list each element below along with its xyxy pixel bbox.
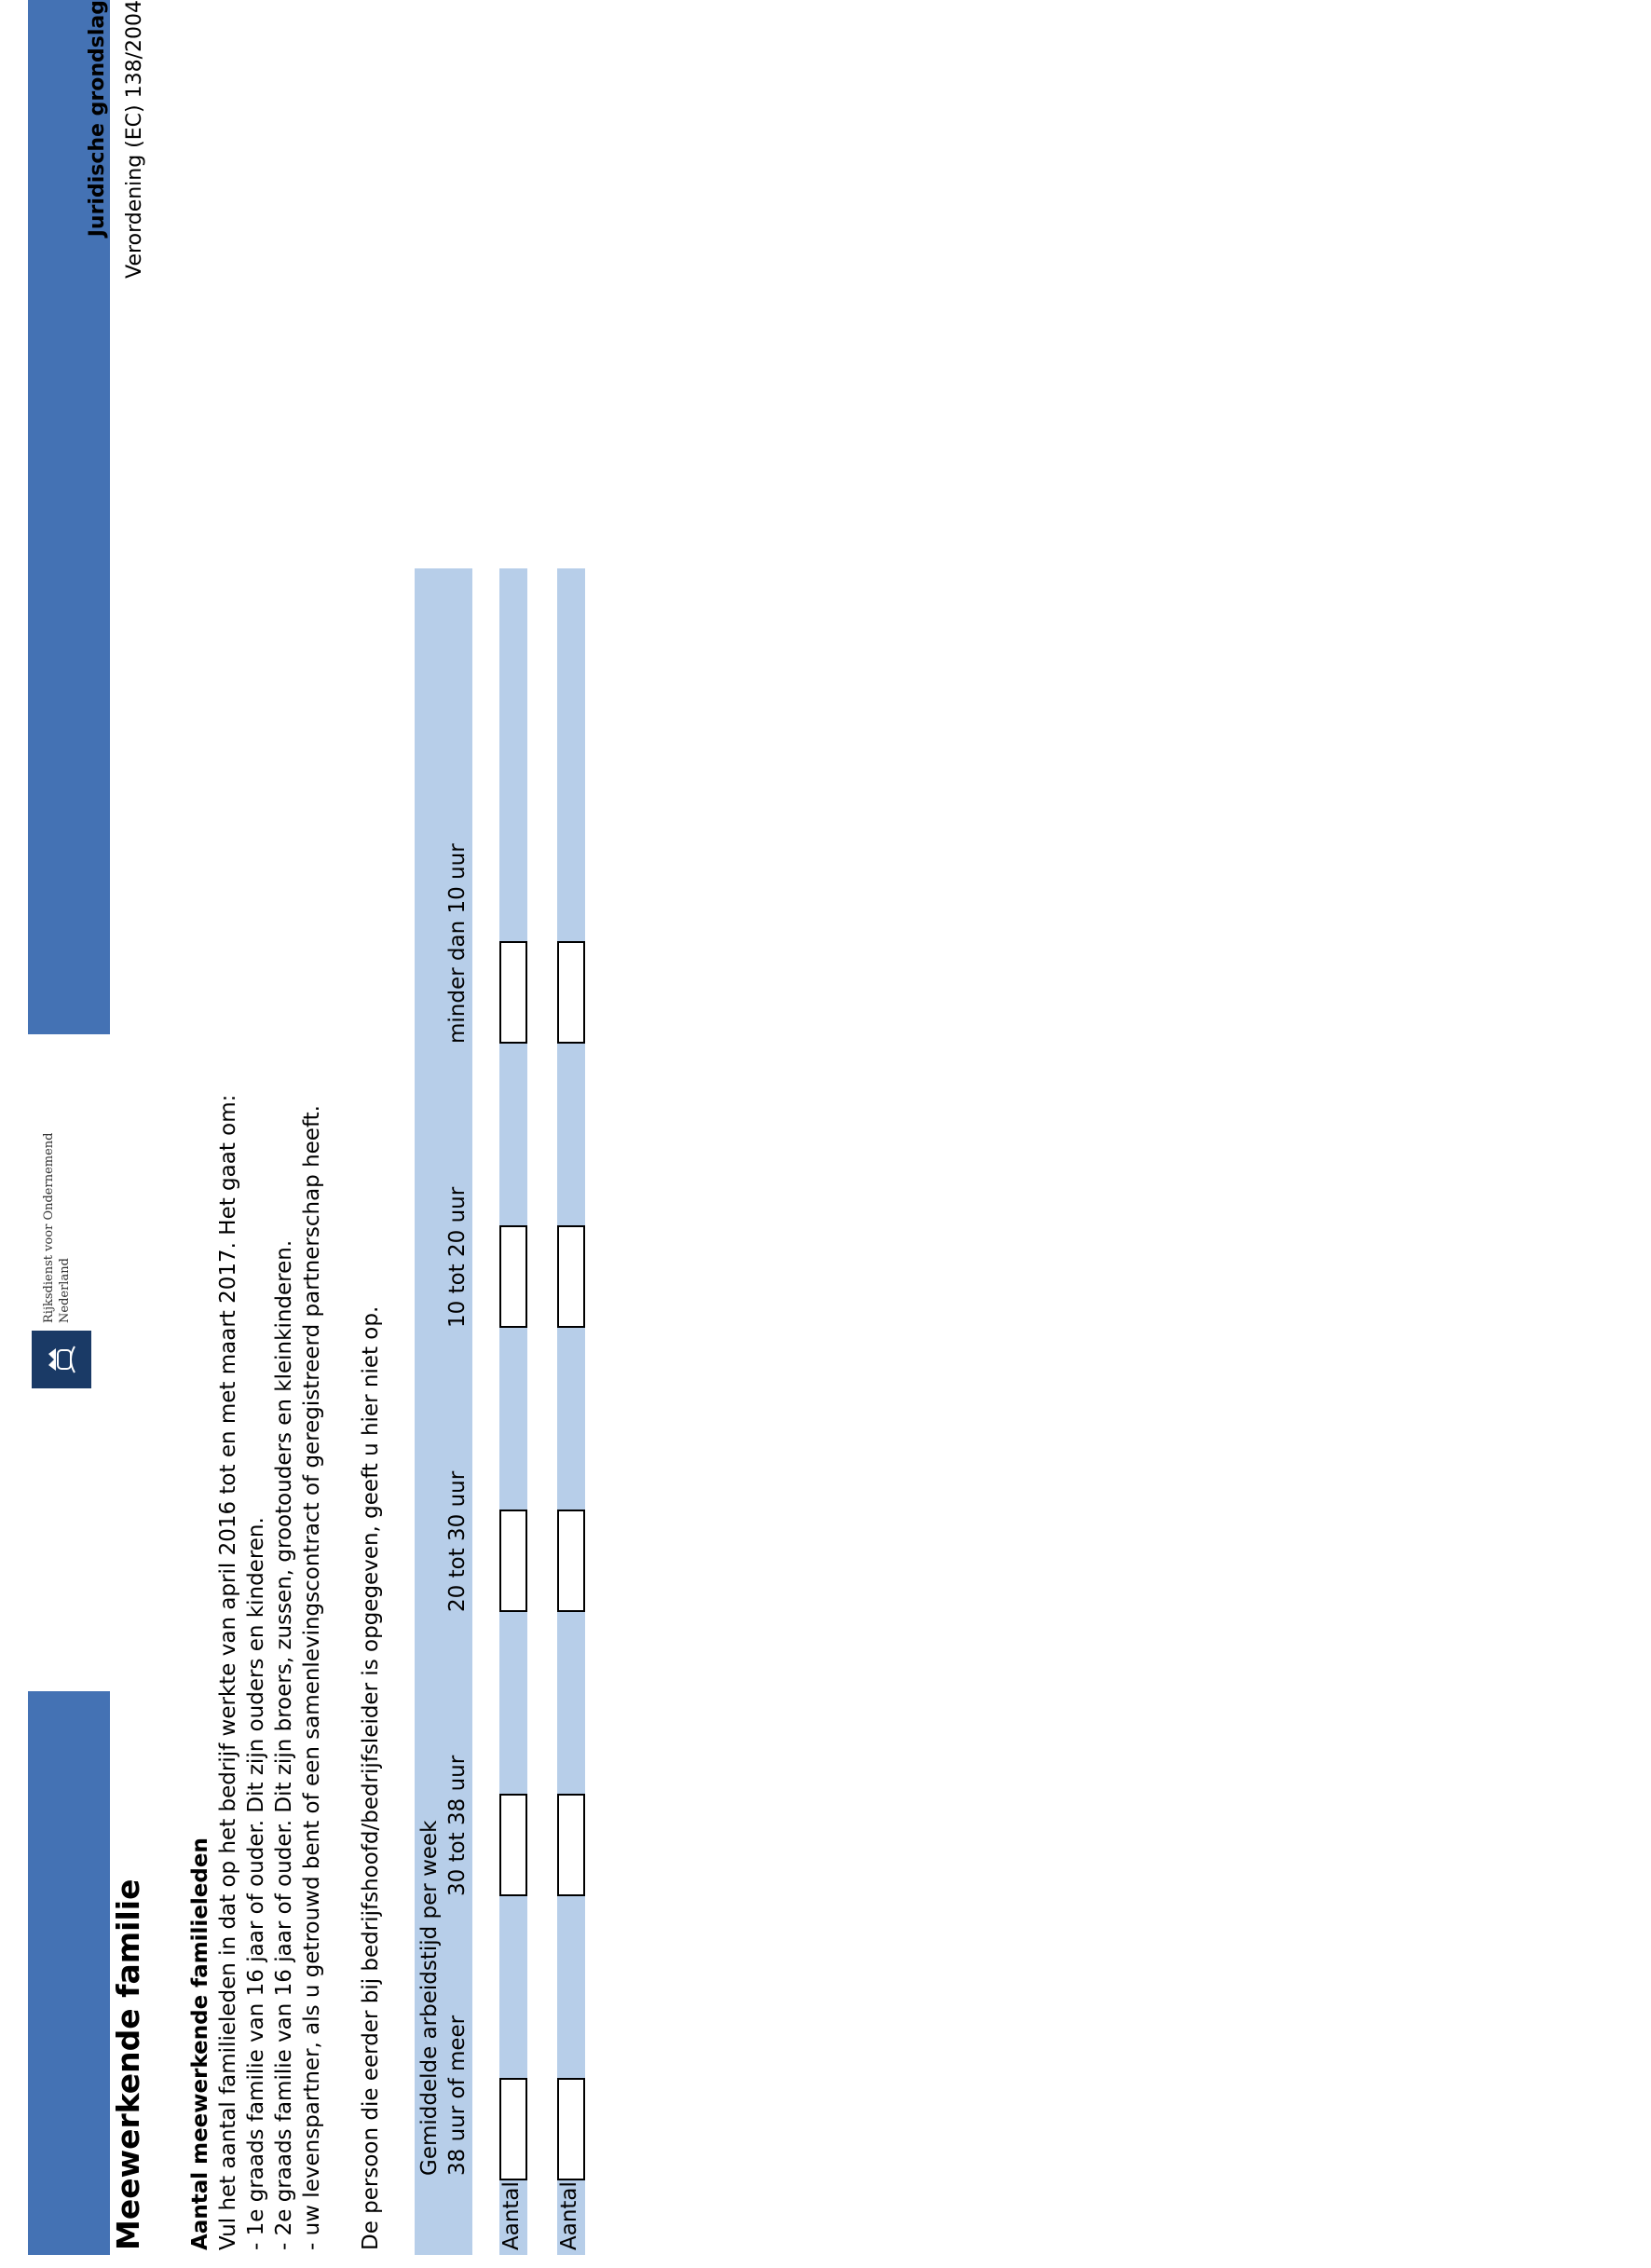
input-women-38-plus[interactable] xyxy=(557,2078,585,2180)
input-women-under-10[interactable] xyxy=(557,941,585,1044)
input-women-20-30[interactable] xyxy=(557,1510,585,1612)
legal-basis-text: Verordening (EC) 138/2004 xyxy=(123,0,146,279)
instruction-section xyxy=(186,1095,326,2250)
instruction-note: De persoon die eerder bij bedrijfshoofd/bedrijfsleider is opgegeven, geeft u hier niet op. xyxy=(359,1305,383,2250)
input-men-under-10[interactable] xyxy=(499,941,527,1044)
input-men-20-30[interactable] xyxy=(499,1510,527,1612)
logo-line-1: Rijksdienst voor Ondernemend xyxy=(42,1132,56,1323)
legal-basis-title: Juridische grondslag xyxy=(86,0,109,238)
instruction-line: Vul het aantal familieleden in dat op het bedrijf werkte van april 2016 tot en met maart 2017. Het gaat om: xyxy=(216,1094,240,2250)
input-women-30-38[interactable] xyxy=(557,1794,585,1896)
column-group-title: Gemiddelde arbeidstijd per week xyxy=(417,1820,442,2176)
input-women-10-20[interactable] xyxy=(557,1225,585,1328)
input-men-38-plus[interactable] xyxy=(499,2078,527,2180)
instruction-line: - uw levenspartner, als u getrouwd bent of een samenlevingscontract of geregistreerd partnerschap heeft. xyxy=(300,1105,324,2250)
legal-basis xyxy=(79,0,154,429)
input-men-30-38[interactable] xyxy=(499,1794,527,1896)
page-title: Meewerkende familie xyxy=(110,1879,146,2250)
column-header: minder dan 10 uur xyxy=(445,843,470,1044)
instruction-line: - 1e graads familie van 16 jaar of ouder. Dit zijn ouders en kinderen. xyxy=(244,1517,268,2250)
table-row-band-women xyxy=(557,568,585,2255)
table-row-band-men xyxy=(499,568,527,2255)
column-header: 10 tot 20 uur xyxy=(445,1186,470,1328)
instruction-line: - 2e graads familie van 16 jaar of ouder. Dit zijn broers, zussen, grootouders en kleinkinderen. xyxy=(272,1239,296,2250)
logo-line-2: Nederland xyxy=(58,1258,72,1323)
column-header: 30 tot 38 uur xyxy=(445,1755,470,1896)
header-banner-left xyxy=(28,1691,110,2255)
logo-wordmark xyxy=(41,1133,73,1323)
input-men-10-20[interactable] xyxy=(499,1225,527,1328)
section-heading: Aantal meewerkende familieleden xyxy=(188,1838,212,2250)
column-header: 20 tot 30 uur xyxy=(445,1470,470,1612)
form-page xyxy=(0,0,615,2255)
crown-icon xyxy=(43,1343,80,1376)
column-header: 38 uur of meer xyxy=(445,2015,470,2176)
